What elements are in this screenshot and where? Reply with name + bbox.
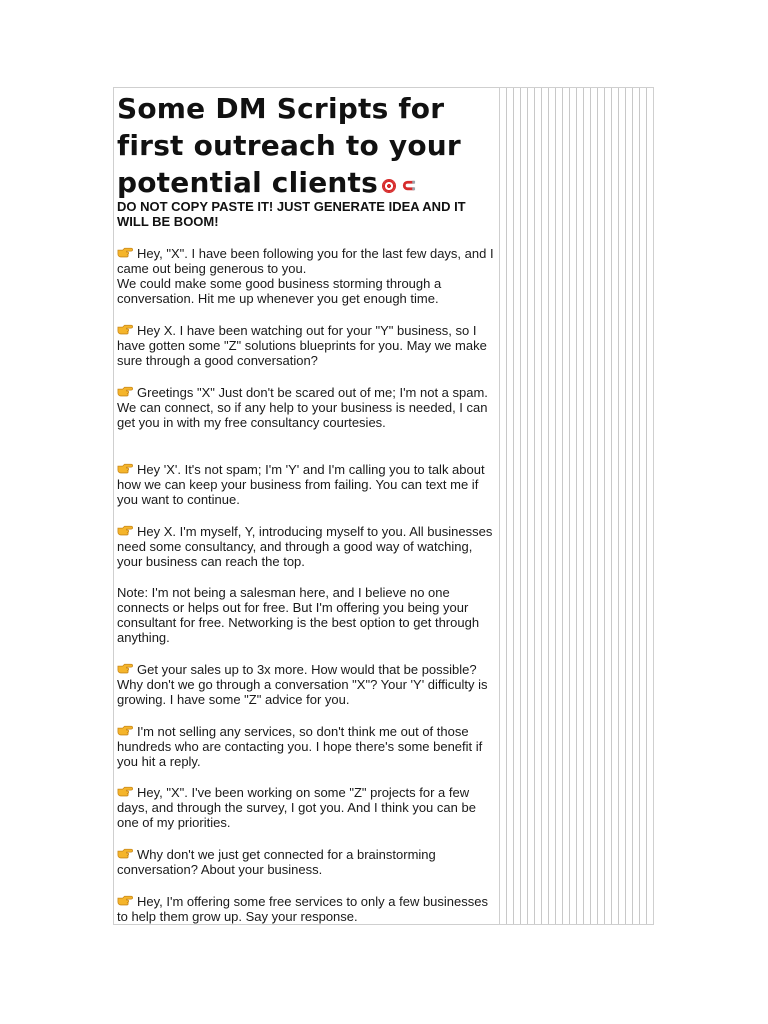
pointing-hand-icon	[117, 385, 134, 398]
pointing-hand-icon	[117, 847, 134, 860]
script-text: Hey, "X". I've been working on some "Z" projects for a few days, and through the survey, I got you. And I think you can be one of my priorities.	[117, 785, 476, 830]
pointing-hand-icon	[117, 662, 134, 675]
script-text: Hey X. I'm myself, Y, introducing myself to you. All businesses need some consultancy, and through a good way of watching, your business can reach the top.	[117, 524, 493, 569]
script-text: Hey X. I have been watching out for your "Y" business, so I have gotten some "Z" solutions blueprints for you. May we make sure through a good conversation?	[117, 323, 487, 368]
script-text: Note: I'm not being a salesman here, and I believe no one connects or helps out for free. But I'm offering you being your consultant for free. Networking is the best option to get through anything.	[117, 585, 480, 645]
target-icon	[382, 179, 396, 193]
magnet-icon	[401, 178, 416, 193]
script-item	[117, 785, 499, 830]
document-title-text: Some DM Scripts for first outreach to your potential clients	[117, 92, 461, 199]
script-item	[117, 524, 499, 569]
script-item	[117, 662, 499, 707]
script-item	[117, 323, 499, 368]
script-text: Hey 'X'. It's not spam; I'm 'Y' and I'm calling you to talk about how we can keep your business from failing. You can text me if you want to continue.	[117, 462, 485, 507]
pointing-hand-icon	[117, 323, 134, 336]
script-item	[117, 585, 499, 645]
script-item	[117, 246, 499, 306]
ruled-grid-area	[500, 88, 653, 924]
pointing-hand-icon	[117, 462, 134, 475]
document-subtitle: DO NOT COPY PASTE IT! JUST GENERATE IDEA AND IT WILL BE BOOM!	[117, 199, 466, 229]
script-text: Greetings "X" Just don't be scared out of me; I'm not a spam. We can connect, so if any help to your business is needed, I can get you in with my free consultancy courtesies.	[117, 385, 488, 430]
pointing-hand-icon	[117, 246, 134, 259]
document-title	[117, 90, 497, 203]
pointing-hand-icon	[117, 524, 134, 537]
script-item	[117, 462, 499, 507]
script-text: Hey, I'm offering some free services to only a few businesses to help them grow up. Say your response.	[117, 894, 488, 924]
pointing-hand-icon	[117, 894, 134, 907]
script-item	[117, 385, 499, 430]
script-text: Get your sales up to 3x more. How would that be possible? Why don't we go through a conversation "X"? Your 'Y' difficulty is growing. I have some "Z" advice for you.	[117, 662, 488, 707]
pointing-hand-icon	[117, 724, 134, 737]
pointing-hand-icon	[117, 785, 134, 798]
script-text: I'm not selling any services, so don't think me out of those hundreds who are contacting you. I hope there's some benefit if you hit a reply.	[117, 724, 483, 769]
script-item	[117, 894, 499, 924]
script-text: Hey, "X". I have been following you for the last few days, and I came out being generous to you. We could make some good business storming through a conversation. Hit me up whenever you get enough time.	[117, 246, 494, 306]
script-item	[117, 847, 499, 877]
document-content	[114, 88, 500, 924]
script-item	[117, 724, 499, 769]
title-icons	[378, 166, 416, 203]
script-text: Why don't we just get connected for a brainstorming conversation? About your business.	[117, 847, 436, 877]
document-page	[113, 87, 654, 925]
